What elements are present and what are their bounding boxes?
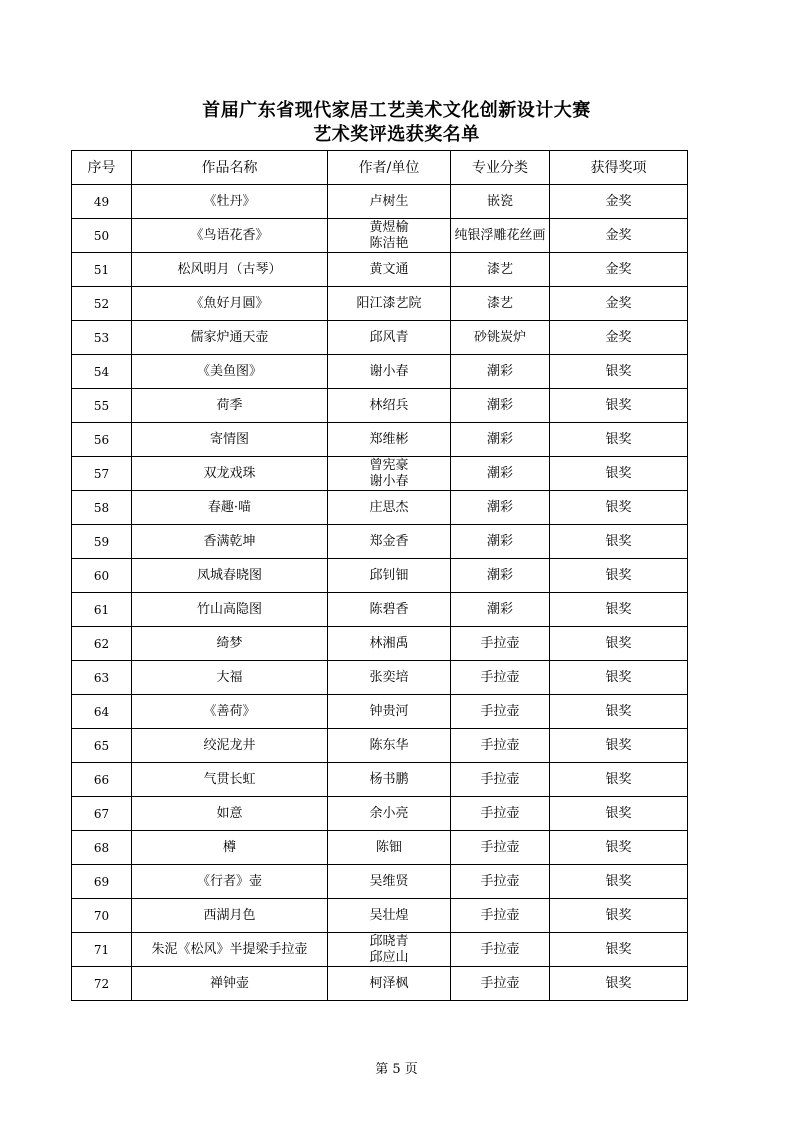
- table-row: [72, 253, 688, 287]
- header-author: 作者/单位: [328, 151, 451, 185]
- author-name: 庄思杰: [369, 499, 409, 515]
- cell-author: [328, 287, 451, 321]
- cell-award: 银奖: [550, 763, 688, 797]
- cell-number: 70: [72, 899, 132, 933]
- cell-award: 金奖: [550, 287, 688, 321]
- cell-number: 56: [72, 423, 132, 457]
- cell-award: 银奖: [550, 593, 688, 627]
- cell-category: 潮彩: [451, 389, 550, 423]
- cell-author: [328, 627, 451, 661]
- cell-author: [328, 763, 451, 797]
- cell-number: 62: [72, 627, 132, 661]
- cell-work-title: 春趣·喵: [132, 491, 328, 525]
- table-row: [72, 559, 688, 593]
- table-row: [72, 321, 688, 355]
- cell-award: 金奖: [550, 253, 688, 287]
- cell-number: 67: [72, 797, 132, 831]
- cell-category: 手拉壶: [451, 865, 550, 899]
- cell-number: 53: [72, 321, 132, 355]
- author-name: 邱晓青: [369, 933, 409, 949]
- cell-category: 漆艺: [451, 253, 550, 287]
- cell-award: 银奖: [550, 831, 688, 865]
- cell-author: [328, 219, 451, 253]
- cell-award: 银奖: [550, 355, 688, 389]
- cell-author: [328, 491, 451, 525]
- header-award: 获得奖项: [550, 151, 688, 185]
- table-row: [72, 933, 688, 967]
- cell-work-title: 禅钟壶: [132, 967, 328, 1001]
- cell-award: 银奖: [550, 729, 688, 763]
- page-number: 第 5 页: [375, 1062, 418, 1077]
- document-title: [0, 99, 793, 147]
- cell-work-title: 双龙戏珠: [132, 457, 328, 491]
- cell-number: 55: [72, 389, 132, 423]
- cell-number: 57: [72, 457, 132, 491]
- cell-work-title: 《美鱼图》: [132, 355, 328, 389]
- cell-number: 72: [72, 967, 132, 1001]
- cell-work-title: 大福: [132, 661, 328, 695]
- author-name: 邱风青: [369, 329, 409, 345]
- cell-author: [328, 933, 451, 967]
- author-name: 曾宪豪: [369, 457, 409, 473]
- cell-author: [328, 967, 451, 1001]
- author-name: 谢小春: [369, 473, 409, 489]
- title-line-2: 艺术奖评选获奖名单: [313, 124, 480, 145]
- cell-award: 银奖: [550, 389, 688, 423]
- table-row: [72, 491, 688, 525]
- table-body: [72, 185, 688, 1001]
- cell-work-title: 松风明月（古琴）: [132, 253, 328, 287]
- author-name: 郑金香: [369, 533, 409, 549]
- cell-number: 59: [72, 525, 132, 559]
- author-name: 张奕培: [369, 669, 409, 685]
- cell-award: 银奖: [550, 797, 688, 831]
- cell-category: 漆艺: [451, 287, 550, 321]
- cell-category: 潮彩: [451, 559, 550, 593]
- cell-category: 手拉壶: [451, 899, 550, 933]
- table-row: [72, 287, 688, 321]
- cell-author: [328, 593, 451, 627]
- cell-work-title: 《魚好月圓》: [132, 287, 328, 321]
- cell-work-title: 绮梦: [132, 627, 328, 661]
- cell-author: [328, 423, 451, 457]
- author-name: 黄文通: [369, 261, 409, 277]
- author-name: 黄煜榆: [369, 219, 409, 235]
- cell-author: [328, 321, 451, 355]
- cell-work-title: 朱泥《松风》半提梁手拉壶: [132, 933, 328, 967]
- cell-work-title: 西湖月色: [132, 899, 328, 933]
- table-row: [72, 355, 688, 389]
- cell-award: 银奖: [550, 933, 688, 967]
- cell-work-title: 樽: [132, 831, 328, 865]
- cell-category: 手拉壶: [451, 831, 550, 865]
- cell-award: 银奖: [550, 865, 688, 899]
- author-name: 卢树生: [369, 193, 409, 209]
- cell-award: 银奖: [550, 457, 688, 491]
- cell-award: 金奖: [550, 185, 688, 219]
- cell-category: 潮彩: [451, 457, 550, 491]
- cell-author: [328, 661, 451, 695]
- cell-category: 潮彩: [451, 525, 550, 559]
- cell-number: 71: [72, 933, 132, 967]
- awards-table: [71, 150, 688, 1001]
- cell-award: 银奖: [550, 423, 688, 457]
- cell-number: 49: [72, 185, 132, 219]
- author-name: 邱应山: [369, 949, 409, 965]
- cell-award: 银奖: [550, 899, 688, 933]
- cell-number: 69: [72, 865, 132, 899]
- cell-award: 银奖: [550, 661, 688, 695]
- cell-category: 潮彩: [451, 491, 550, 525]
- author-name: 邱钊钿: [369, 567, 409, 583]
- cell-author: [328, 797, 451, 831]
- table-row: [72, 593, 688, 627]
- table-row: [72, 185, 688, 219]
- cell-award: 银奖: [550, 967, 688, 1001]
- cell-category: 手拉壶: [451, 627, 550, 661]
- cell-award: 金奖: [550, 321, 688, 355]
- author-name: 柯泽枫: [369, 975, 409, 991]
- cell-number: 63: [72, 661, 132, 695]
- cell-number: 50: [72, 219, 132, 253]
- cell-work-title: 凤城春晓图: [132, 559, 328, 593]
- author-name: 陈东华: [369, 737, 409, 753]
- cell-work-title: 香满乾坤: [132, 525, 328, 559]
- cell-award: 银奖: [550, 525, 688, 559]
- cell-work-title: 绞泥龙井: [132, 729, 328, 763]
- table-row: [72, 797, 688, 831]
- author-name: 林绍兵: [369, 397, 409, 413]
- author-name: 林湘禹: [369, 635, 409, 651]
- author-name: 杨书鹏: [369, 771, 409, 787]
- cell-category: 潮彩: [451, 423, 550, 457]
- author-name: 谢小春: [369, 363, 409, 379]
- cell-work-title: 儒家炉通天壶: [132, 321, 328, 355]
- cell-category: 手拉壶: [451, 763, 550, 797]
- table-row: [72, 457, 688, 491]
- cell-category: 纯银浮雕花丝画: [451, 219, 550, 253]
- cell-award: 银奖: [550, 695, 688, 729]
- cell-award: 金奖: [550, 219, 688, 253]
- cell-category: 手拉壶: [451, 933, 550, 967]
- table-row: [72, 389, 688, 423]
- table-row: [72, 695, 688, 729]
- table-header-row: [72, 151, 688, 185]
- cell-author: [328, 559, 451, 593]
- header-work-title: 作品名称: [132, 151, 328, 185]
- cell-work-title: 《善荷》: [132, 695, 328, 729]
- author-name: 郑维彬: [369, 431, 409, 447]
- table-row: [72, 865, 688, 899]
- cell-author: [328, 525, 451, 559]
- table-row: [72, 423, 688, 457]
- header-category: 专业分类: [451, 151, 550, 185]
- cell-category: 手拉壶: [451, 695, 550, 729]
- table-row: [72, 729, 688, 763]
- cell-category: 手拉壶: [451, 797, 550, 831]
- cell-category: 手拉壶: [451, 729, 550, 763]
- cell-category: 手拉壶: [451, 967, 550, 1001]
- author-name: 吴维贤: [369, 873, 409, 889]
- author-name: 陈碧香: [369, 601, 409, 617]
- table-row: [72, 525, 688, 559]
- cell-author: [328, 389, 451, 423]
- table-row: [72, 967, 688, 1001]
- cell-work-title: 《牡丹》: [132, 185, 328, 219]
- cell-category: 潮彩: [451, 355, 550, 389]
- cell-number: 52: [72, 287, 132, 321]
- table-row: [72, 661, 688, 695]
- cell-award: 银奖: [550, 627, 688, 661]
- table-row: [72, 627, 688, 661]
- cell-number: 68: [72, 831, 132, 865]
- cell-author: [328, 695, 451, 729]
- cell-number: 66: [72, 763, 132, 797]
- author-name: 吴壮煌: [369, 907, 409, 923]
- cell-author: [328, 355, 451, 389]
- author-name: 阳江漆艺院: [356, 295, 422, 311]
- cell-number: 65: [72, 729, 132, 763]
- cell-work-title: 《鸟语花香》: [132, 219, 328, 253]
- author-name: 余小亮: [369, 805, 409, 821]
- cell-number: 54: [72, 355, 132, 389]
- author-name: 钟贵河: [369, 703, 409, 719]
- cell-author: [328, 831, 451, 865]
- cell-number: 51: [72, 253, 132, 287]
- header-number: 序号: [72, 151, 132, 185]
- table-row: [72, 763, 688, 797]
- cell-award: 银奖: [550, 559, 688, 593]
- cell-number: 58: [72, 491, 132, 525]
- cell-work-title: 寄情图: [132, 423, 328, 457]
- cell-work-title: 竹山高隐图: [132, 593, 328, 627]
- cell-work-title: 《行者》壶: [132, 865, 328, 899]
- table-row: [72, 899, 688, 933]
- cell-author: [328, 729, 451, 763]
- cell-award: 银奖: [550, 491, 688, 525]
- cell-work-title: 气贯长虹: [132, 763, 328, 797]
- table-row: [72, 219, 688, 253]
- cell-author: [328, 253, 451, 287]
- cell-work-title: 荷季: [132, 389, 328, 423]
- cell-number: 64: [72, 695, 132, 729]
- cell-category: 砂铫炭炉: [451, 321, 550, 355]
- cell-category: 潮彩: [451, 593, 550, 627]
- title-line-1: 首届广东省现代家居工艺美术文化创新设计大赛: [202, 100, 591, 121]
- author-name: 陈钿: [375, 839, 402, 855]
- cell-author: [328, 457, 451, 491]
- author-name: 陈洁艳: [369, 235, 409, 251]
- cell-author: [328, 899, 451, 933]
- cell-category: 嵌瓷: [451, 185, 550, 219]
- table-row: [72, 831, 688, 865]
- cell-author: [328, 185, 451, 219]
- cell-number: 60: [72, 559, 132, 593]
- cell-author: [328, 865, 451, 899]
- cell-work-title: 如意: [132, 797, 328, 831]
- cell-number: 61: [72, 593, 132, 627]
- cell-category: 手拉壶: [451, 661, 550, 695]
